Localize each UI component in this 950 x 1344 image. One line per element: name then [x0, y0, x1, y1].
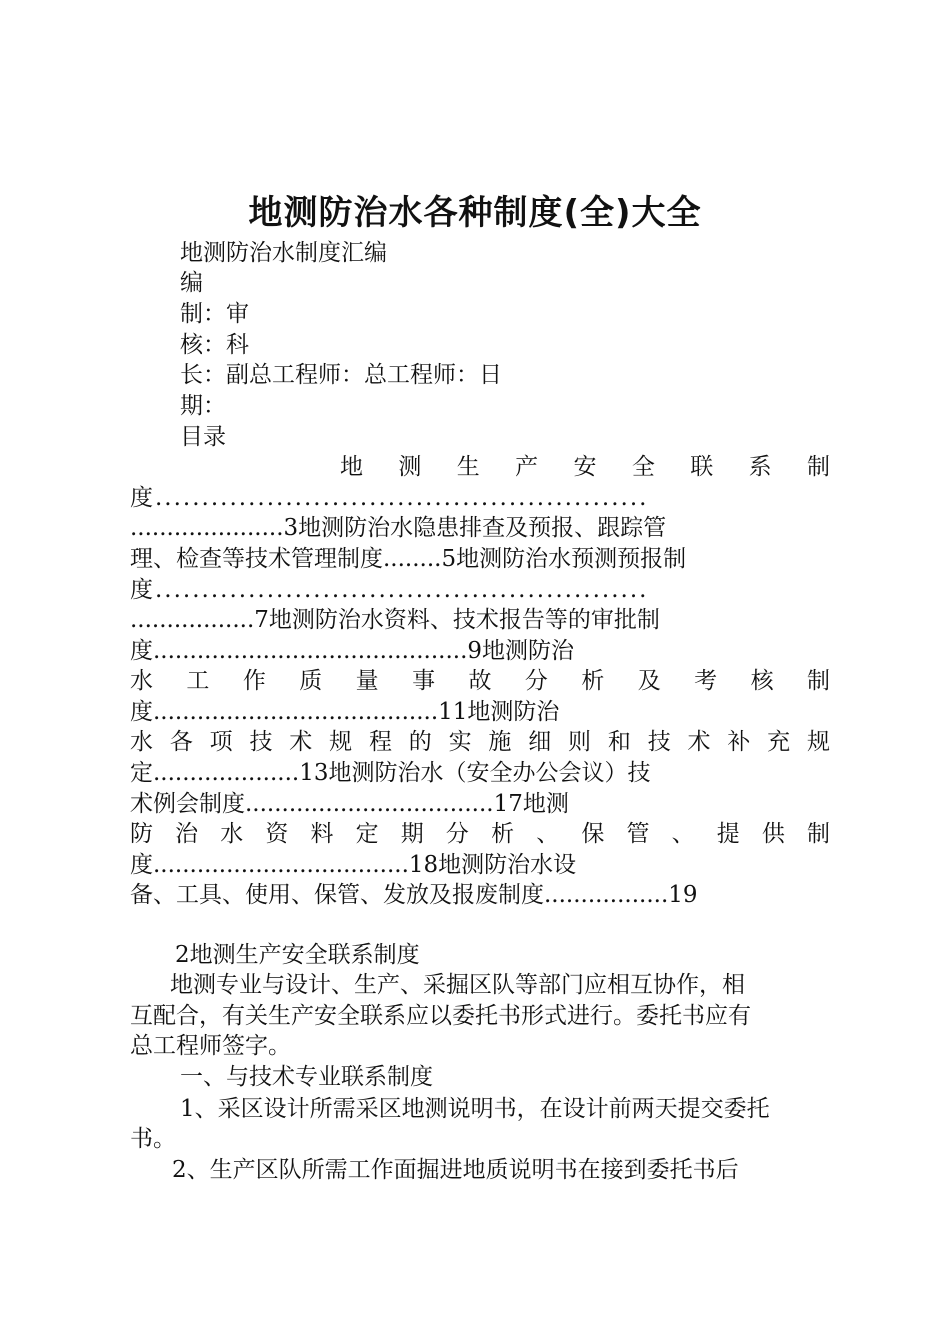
- section-heading: 2地测生产安全联系制度: [175, 942, 420, 968]
- meta-line: 地测防治水制度汇编: [180, 240, 387, 266]
- meta-line: 期：: [180, 393, 226, 419]
- paragraph-line: 书。: [130, 1126, 176, 1152]
- toc-line: 度.......................................11地测防治: [130, 699, 560, 725]
- toc-line: 备、工具、使用、保管、发放及报废制度.................19: [130, 882, 698, 908]
- toc-line: 度...........................................9地测防治: [130, 638, 575, 664]
- paragraph-line: 2、生产区队所需工作面掘进地质说明书在接到委托书后: [172, 1157, 739, 1183]
- meta-line: 核：科: [180, 332, 249, 358]
- toc-line: 水 工 作 质 量 事 故 分 析 及 考 核 制: [130, 668, 830, 694]
- toc-line: 度...................................18地测防治水设: [130, 852, 577, 878]
- toc-heading: 目录: [180, 424, 226, 450]
- paragraph-line: 互配合，有关生产安全联系应以委托书形式进行。委托书应有: [130, 1003, 751, 1029]
- toc-line: 地 测 生 产 安 全 联 系 制: [340, 454, 830, 480]
- toc-line: 定....................13地测防治水（安全办公会议）技: [130, 760, 651, 786]
- meta-line: 制：审: [180, 301, 249, 327]
- paragraph-line: 总工程师签字。: [130, 1033, 291, 1059]
- toc-line: .....................3地测防治水隐患排查及预报、跟踪管: [130, 515, 667, 541]
- toc-line: 术例会制度..................................17地测: [130, 791, 569, 817]
- document-title: 地测防治水各种制度(全)大全: [248, 193, 702, 233]
- toc-line: 水 各 项 技 术 规 程 的 实 施 细 则 和 技 术 补 充 规: [130, 729, 830, 755]
- toc-line: 防 治 水 资 料 定 期 分 析 、 保 管 、 提 供 制: [130, 821, 830, 847]
- meta-line: 编: [180, 270, 203, 296]
- toc-line: .................7地测防治水资料、技术报告等的审批制: [130, 607, 660, 633]
- subsection-heading: 一、与技术专业联系制度: [180, 1064, 433, 1090]
- meta-line: 长：副总工程师：总工程师：日: [180, 362, 502, 388]
- toc-line: 理、检查等技术管理制度........5地测防治水预测预报制: [130, 546, 687, 572]
- paragraph-line: 地测专业与设计、生产、采掘区队等部门应相互协作，相: [170, 972, 745, 998]
- paragraph-line: 1、采区设计所需采区地测说明书，在设计前两天提交委托: [180, 1096, 770, 1122]
- toc-line: 度.....................................................: [130, 485, 649, 511]
- toc-line: 度.....................................................: [130, 577, 649, 603]
